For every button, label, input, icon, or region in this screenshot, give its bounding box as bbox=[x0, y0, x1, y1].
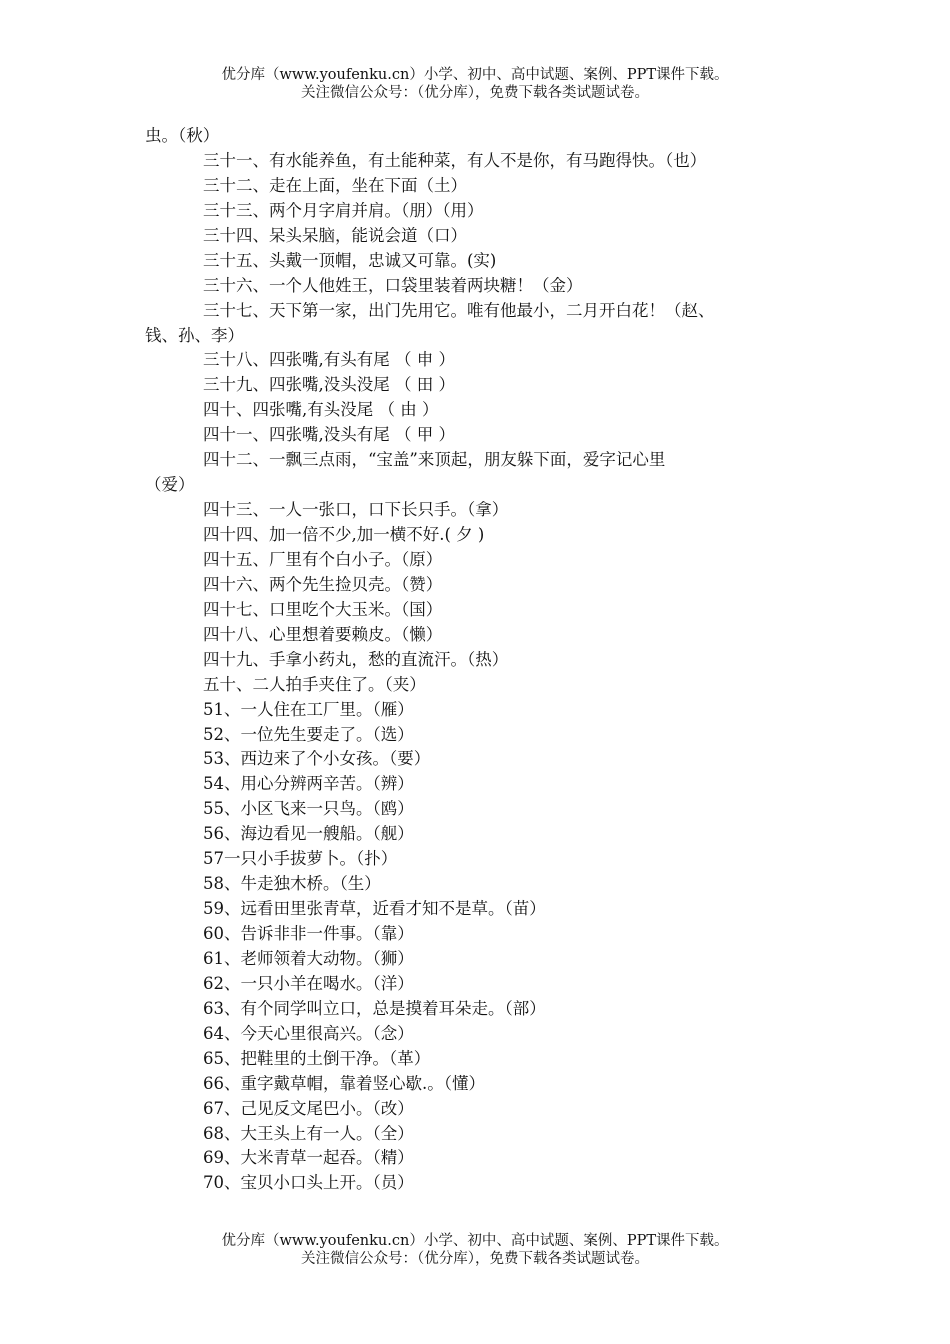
text-line: 四十二、一飘三点雨，“宝盖”来顶起，朋友躲下面，爱字记心里 bbox=[203, 450, 666, 470]
text-line: 68、大王头上有一人。（全） bbox=[203, 1123, 414, 1143]
text-line: 三十一、有水能养鱼，有土能种菜，有人不是你，有马跑得快。（也） bbox=[203, 150, 707, 170]
text-line: 55、小区飞来一只鸟。（鸥） bbox=[203, 799, 414, 819]
text-line: 61、老师领着大动物。（狮） bbox=[203, 948, 414, 968]
text-line: 四十一、四张嘴,没头有尾 （ 甲 ） bbox=[203, 425, 455, 445]
text-line: 57一只小手拔萝卜。（扑） bbox=[203, 849, 398, 869]
page-footer bbox=[0, 1232, 950, 1268]
text-line: 60、告诉非非一件事。（靠） bbox=[203, 924, 414, 943]
text-line: 67、己见反文尾巴小。（改） bbox=[203, 1098, 414, 1118]
text-line: 63、有个同学叫立口，总是摸着耳朵走。（部） bbox=[203, 998, 546, 1018]
text-line: 56、海边看见一艘船。（舰） bbox=[203, 824, 414, 844]
text-line: 三十八、四张嘴,有头有尾 （ 申 ） bbox=[203, 350, 455, 370]
text-line: 69、大米青草一起吞。（精） bbox=[203, 1148, 414, 1168]
text-line: 虫。（秋） bbox=[145, 126, 220, 145]
text-line: 四十、四张嘴,有头没尾 （ 由 ） bbox=[203, 400, 439, 420]
page-header bbox=[0, 66, 950, 102]
text-line: 三十四、呆头呆脑，能说会道（口） bbox=[203, 225, 467, 245]
text-line: 五十、二人拍手夹住了。（夹） bbox=[203, 674, 426, 694]
text-line: 54、用心分辨两辛苦。（辨） bbox=[203, 774, 414, 794]
text-line: 59、远看田里张青草，近看才知不是草。（苗） bbox=[203, 899, 546, 919]
text-line: 70、宝贝小口头上开。（员） bbox=[203, 1173, 414, 1193]
text-line: 四十九、手拿小药丸，愁的直流汗。（热） bbox=[203, 649, 509, 669]
text-line: 65、把鞋里的土倒干净。（革） bbox=[203, 1048, 431, 1068]
text-line: 三十九、四张嘴,没头没尾 （ 田 ） bbox=[203, 375, 455, 395]
text-line: 64、今天心里很高兴。（念） bbox=[203, 1023, 414, 1043]
text-line: 四十七、口里吃个大玉米。（国） bbox=[203, 599, 443, 619]
text-line: 66、重字戴草帽，靠着竖心歇.。（懂） bbox=[203, 1073, 485, 1093]
text-line: 三十三、两个月字肩并肩。（朋）（用） bbox=[203, 200, 484, 220]
text-line: 四十六、两个先生捡贝壳。（赞） bbox=[203, 574, 443, 594]
text-line: 62、一只小羊在喝水。（洋） bbox=[203, 973, 414, 993]
header-line-1: 优分库（www.youfenku.cn）小学、初中、高中试题、案例、PPT课件下载。 bbox=[221, 67, 729, 83]
text-line: 四十三、一人一张口，口下长只手。（拿） bbox=[203, 500, 509, 520]
text-line: 三十二、走在上面，坐在下面（土） bbox=[203, 175, 467, 195]
footer-line-1: 优分库（www.youfenku.cn）小学、初中、高中试题、案例、PPT课件下载。 bbox=[221, 1233, 729, 1249]
header-line-2: 关注微信公众号：（优分库），免费下载各类试题试卷。 bbox=[301, 85, 649, 101]
text-line: 四十五、厂里有个白小子。（原） bbox=[203, 549, 443, 569]
footer-line-2: 关注微信公众号：（优分库），免费下载各类试题试卷。 bbox=[301, 1251, 649, 1267]
text-line: 三十六、一个人他姓王，口袋里装着两块糖！（金） bbox=[203, 275, 583, 295]
text-line: 三十七、天下第一家，出门先用它。唯有他最小，二月开白花！（赵、 bbox=[203, 300, 715, 320]
text-line: 58、牛走独木桥。（生） bbox=[203, 874, 381, 894]
text-line: 钱、孙、李） bbox=[145, 325, 244, 345]
text-line: 四十八、心里想着要赖皮。（懒） bbox=[203, 624, 443, 644]
text-line: 53、西边来了个小女孩。（要） bbox=[203, 749, 431, 769]
text-line: （爱） bbox=[145, 475, 195, 495]
riddle-list bbox=[145, 124, 795, 1196]
text-line: 52、一位先生要走了。（选） bbox=[203, 724, 414, 744]
text-line: 51、一人住在工厂里。（雁） bbox=[203, 699, 414, 719]
text-line: 四十四、加一倍不少,加一横不好.( 夕 ) bbox=[203, 525, 485, 544]
text-line: 三十五、头戴一顶帽，忠诚又可靠。(实) bbox=[203, 250, 497, 270]
